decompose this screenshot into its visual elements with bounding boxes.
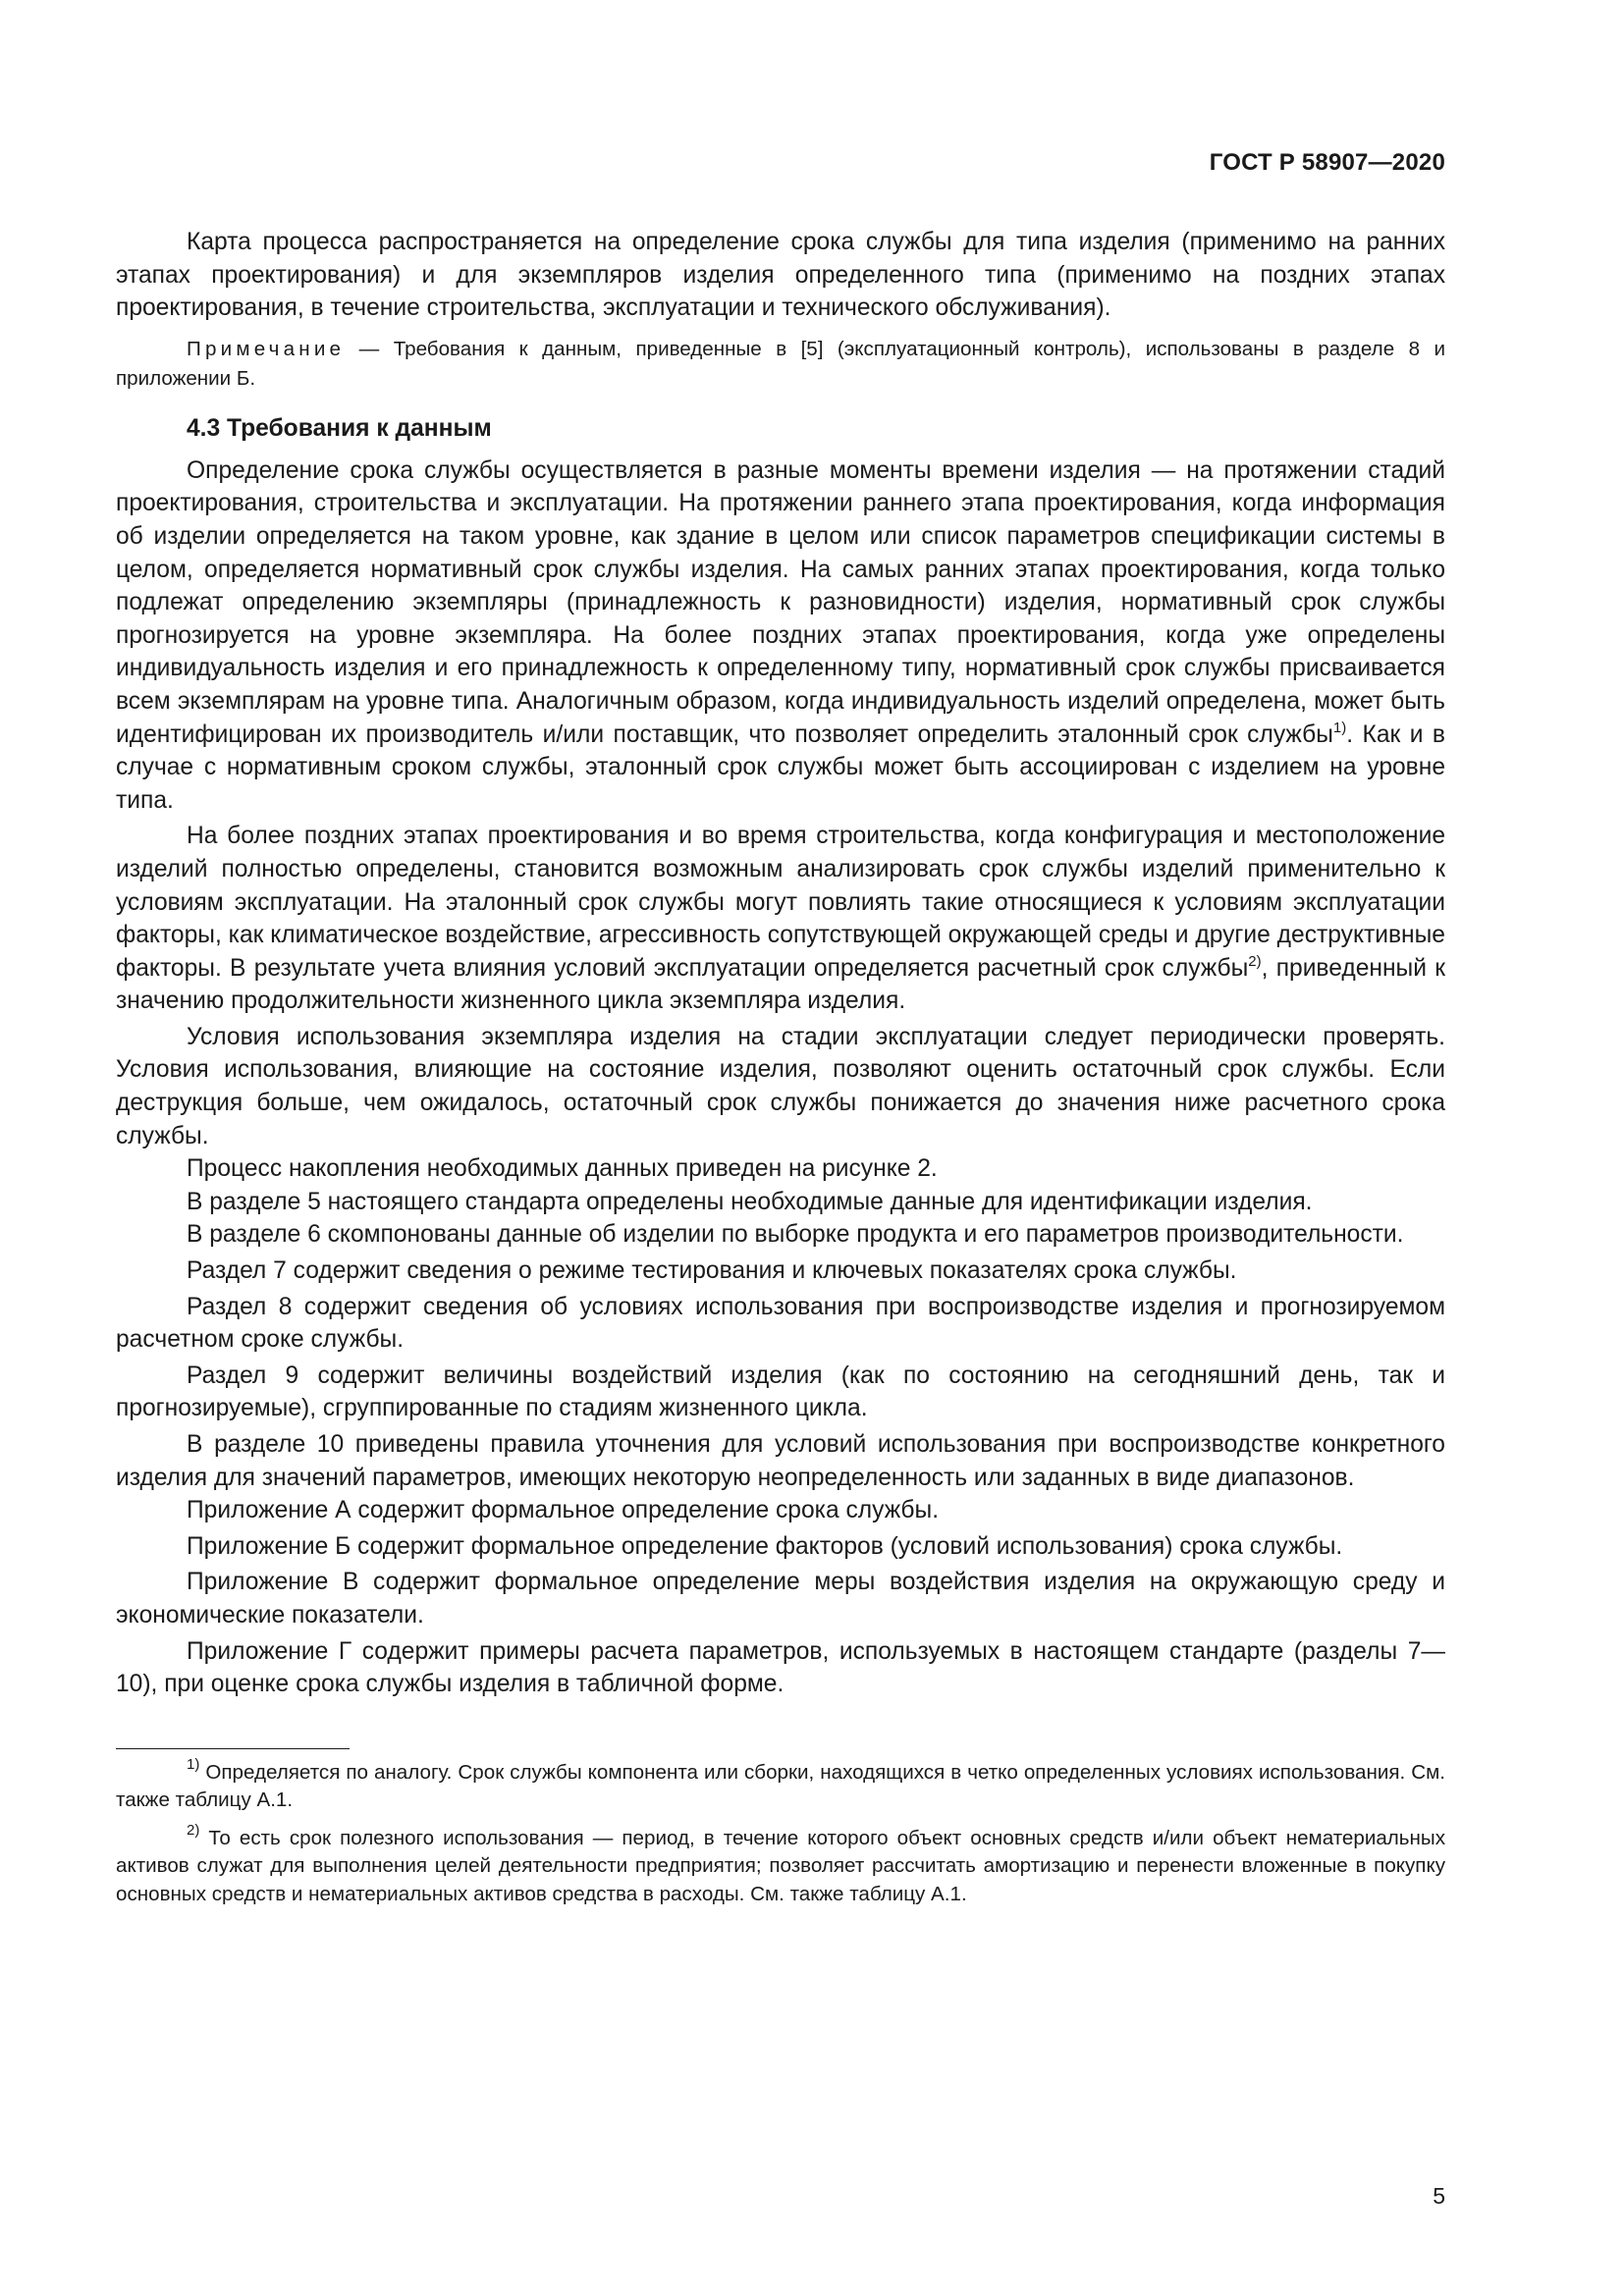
paragraph-appendix-v: Приложение В содержит формальное определение меры воздействия изделия на окружающую среду и экономические показатели. [116, 1569, 1445, 1629]
paragraph-appendix-b: Приложение Б содержит формальное определение факторов (условий использования) срока службы. [187, 1532, 1343, 1560]
note-label: Примечание [187, 337, 346, 360]
footnote-divider [116, 1748, 350, 1749]
paragraph-section-7: Раздел 7 содержит сведения о режиме тестирования и ключевых показателях срока службы. [187, 1257, 1237, 1285]
paragraph-data-process: Процесс накопления необходимых данных приведен на рисунке 2. [187, 1155, 938, 1183]
footnote-text: Определяется по аналогу. Срок службы компонента или сборки, находящихся в четко определенных условиях использования. См. также таблицу А.1. [116, 1760, 1445, 1812]
paragraph-section-6: В разделе 6 скомпонованы данные об изделии по выборке продукта и его параметров производительности. [187, 1221, 1404, 1249]
footnote-ref-2[interactable]: 2) [1248, 952, 1262, 970]
page-number: 5 [1433, 2183, 1445, 2209]
main-content [116, 226, 1445, 1918]
section-heading: 4.3 Требования к данным [187, 414, 492, 442]
paragraph-section-5: В разделе 5 настоящего стандарта определены необходимые данные для идентификации изделия. [187, 1188, 1313, 1215]
note-paragraph [116, 335, 1445, 394]
paragraph-usage-conditions: Условия использования экземпляра изделия на стадии эксплуатации следует периодически проверять. Условия использования, влияющие на состояние изделия, позволяют оценить остаточный срок службы. Если деструкция больше, чем ожидалось, остаточный срок службы понижается до значения ниже расчетного срока службы. [116, 1023, 1445, 1149]
paragraph-later-stages [116, 820, 1445, 1018]
paragraph-section-10: В разделе 10 приведены правила уточнения для условий использования при воспроизводстве конкретного изделия для значений параметров, имеющих некоторую неопределенность или заданных в виде диапазонов. [116, 1431, 1445, 1491]
paragraph-process-map: Карта процесса распространяется на определение срока службы для типа изделия (применимо на ранних этапах проектирования) и для экземпляров изделия определенного типа (применимо на поздних этапах проектирования, в течение строительства, эксплуатации и технического обслуживания). [116, 229, 1445, 322]
paragraph-text: Определение срока службы осуществляется в разные моменты времени изделия — на протяжении стадий проектирования, строительства и эксплуатации. На протяжении раннего этапа проектирования, когда информация об изделии определяется на таком уровне, как здание в целом или список параметров спецификации системы в целом, определяется нормативный срок службы изделия. На самых ранних этапах проектирования, когда только подлежат определению экземпляры (принадлежность к разновидности) изделия, нормативный срок службы прогнозируется на уровне экземпляра. На более поздних этапах проектирования, когда уже определены индивидуальность изделия и его принадлежность к определенному типу, нормативный срок службы присваивается всем экземплярам на уровне типа. Аналогичным образом, когда индивидуальность изделий определена, может быть идентифицирован их производитель и/или поставщик, что позволяет определить эталонный срок службы [116, 456, 1445, 748]
paragraph-appendix-g: Приложение Г содержит примеры расчета параметров, используемых в настоящем стандарте (разделы 7—10), при оценке срока службы изделия в табличной форме. [116, 1637, 1445, 1698]
footnote-marker: 2) [187, 1821, 200, 1839]
paragraph-appendix-a: Приложение А содержит формальное определение срока службы. [187, 1497, 940, 1524]
footnote-1 [116, 1755, 1445, 1815]
paragraph-text: На более поздних этапах проектирования и во время строительства, когда конфигурация и местоположение изделий полностью определены, становится возможным анализировать срок службы изделий применительно к условиям эксплуатации. На эталонный срок службы могут повлиять такие относящиеся к условиям эксплуатации факторы, как климатическое воздействие, агрессивность сопутствующей окружающей среды и другие деструктивные факторы. В результате учета влияния условий эксплуатации определяется расчетный срок службы [116, 823, 1445, 982]
footnote-ref-1[interactable]: 1) [1332, 719, 1347, 736]
paragraph-text: , приведенный к значению продолжительности жизненного цикла экземпляра изделия. [116, 954, 1445, 1015]
paragraph-text: . Как и в случае с нормативным сроком службы, эталонный срок службы может быть ассоциирован с изделием на уровне типа. [116, 721, 1445, 814]
footnote-2 [116, 1821, 1445, 1909]
document-code: ГОСТ Р 58907—2020 [1209, 149, 1445, 176]
footnote-text: То есть срок полезного использования — период, в течение которого объект основных средств и/или объект нематериальных активов служат для выполнения целей деятельности предприятия; позволяет рассчитать амортизацию и перенести вложенные в покупку основных средств и нематериальных активов средства в расходы. См. также таблицу А.1. [116, 1826, 1445, 1905]
paragraph-section-9: Раздел 9 содержит величины воздействий изделия (как по состоянию на сегодняшний день, так и прогнозируемые), сгруппированные по стадиям жизненного цикла. [116, 1362, 1445, 1422]
paragraph-service-life-definition [116, 454, 1445, 818]
note-text: — Требования к данным, приведенные в [5] (эксплуатационный контроль), использованы в разделе 8 и приложении Б. [116, 337, 1445, 390]
paragraph-section-8: Раздел 8 содержит сведения об условиях использования при воспроизводстве изделия и прогнозируемом расчетном сроке службы. [116, 1293, 1445, 1354]
footnote-marker: 1) [187, 1755, 200, 1773]
